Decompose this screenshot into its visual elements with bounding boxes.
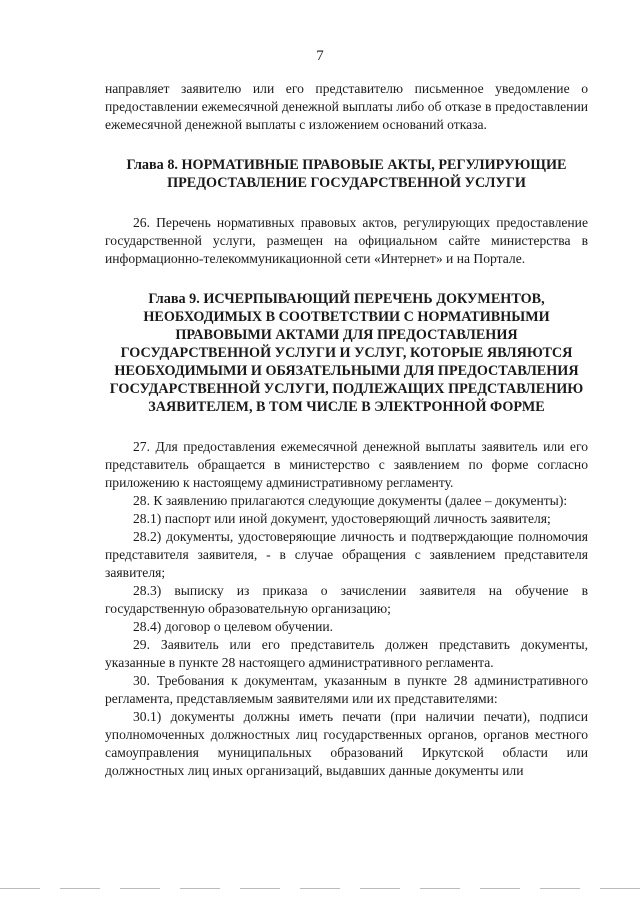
paragraph-26: 26. Перечень нормативных правовых актов, регулирующих предоставление государственной услуги, размещен на официальном сайте министерства в информационно-телекоммуникационной сети «Интернет» и на Портале. <box>105 215 588 266</box>
paragraph-28-3: 28.3) выписку из приказа о зачислении заявителя на обучение в государственную образовательную организацию; <box>105 583 588 616</box>
paragraph-29: 29. Заявитель или его представитель должен представить документы, указанные в пункте 28 настоящего административного регламента. <box>105 637 588 670</box>
paragraph-28-2: 28.2) документы, удостоверяющие личность и подтверждающие полномочия представителя заявителя, - в случае обращения с заявлением представителя заявителя; <box>105 529 588 580</box>
paragraph-30: 30. Требования к документам, указанным в пункте 28 административного регламента, представляемым заявителями или их представителями: <box>105 673 588 706</box>
paragraph-30-1: 30.1) документы должны иметь печати (при наличии печати), подписи уполномоченных должностных лиц государственных органов, органов местного самоуправления муниципальных образований Иркутской области или должностных лиц иных организаций, выдавших данные документы или <box>105 709 588 778</box>
paragraph-continuation: направляет заявителю или его представителю письменное уведомление о предоставлении ежемесячной денежной выплаты либо об отказе в предоставлении ежемесячной денежной выплаты с изложением оснований отказа. <box>105 81 588 132</box>
paragraph-28-1: 28.1) паспорт или иной документ, удостоверяющий личность заявителя; <box>133 511 551 526</box>
chapter-9-title: Глава 9. ИСЧЕРПЫВАЮЩИЙ ПЕРЕЧЕНЬ ДОКУМЕНТОВ, НЕОБХОДИМЫХ В СООТВЕТСТВИИ С НОРМАТИВНЫМИ ПРАВОВЫМИ АКТАМИ ДЛЯ ПРЕДОСТАВЛЕНИЯ ГОСУДАРСТВЕННОЙ УСЛУГИ И УСЛУГ, КОТОРЫЕ ЯВЛЯЮТСЯ НЕОБХОДИМЫМИ И ОБЯЗАТЕЛЬНЫМИ ДЛЯ ПРЕДОСТАВЛЕНИЯ ГОСУДАРСТВЕННОЙ УСЛУГИ, ПОДЛЕЖАЩИХ ПРЕДСТАВЛЕНИЮ ЗАЯВИТЕЛЕМ, В ТОМ ЧИСЛЕ В ЭЛЕКТРОННОЙ ФОРМЕ <box>109 291 584 415</box>
paragraph-27: 27. Для предоставления ежемесячной денежной выплаты заявитель или его представитель обращается в министерство с заявлением по форме согласно приложению к настоящему административному регламенту. <box>105 439 588 490</box>
page-number: 7 <box>316 48 324 64</box>
scan-footer-line <box>0 888 640 889</box>
document-body <box>105 80 588 780</box>
paragraph-28: 28. К заявлению прилагаются следующие документы (далее – документы): <box>133 493 568 508</box>
chapter-8-title: Глава 8. НОРМАТИВНЫЕ ПРАВОВЫЕ АКТЫ, РЕГУЛИРУЮЩИЕ ПРЕДОСТАВЛЕНИЕ ГОСУДАРСТВЕННОЙ УСЛУГИ <box>126 157 567 191</box>
paragraph-28-4: 28.4) договор о целевом обучении. <box>133 619 334 634</box>
